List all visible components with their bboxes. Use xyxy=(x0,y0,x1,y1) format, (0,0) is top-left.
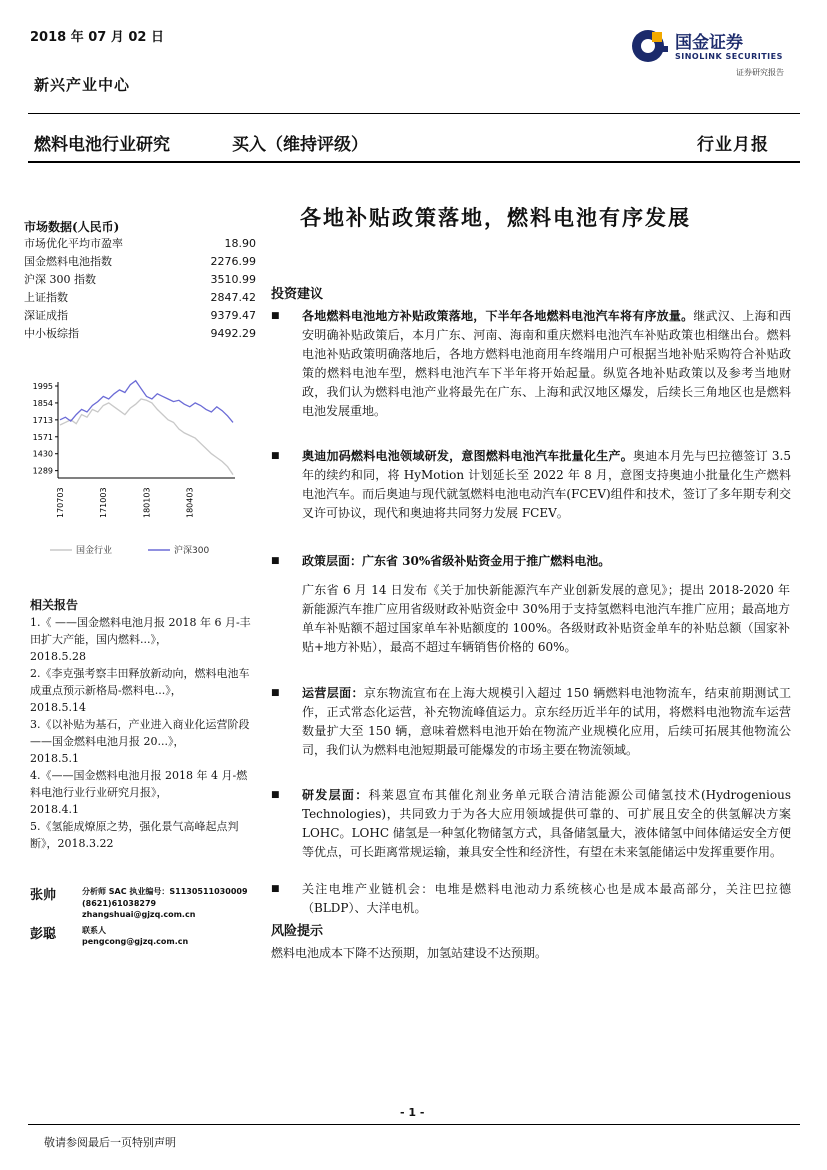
author-email: zhangshuai@gjzq.com.cn xyxy=(82,910,196,919)
logo-subtitle: 证券研究报告 xyxy=(736,68,784,77)
author-phone: (8621)61038279 xyxy=(82,899,157,908)
bullet-square-icon: ■ xyxy=(271,790,280,800)
legend-label: 沪深300 xyxy=(174,546,210,556)
industry-title: 燃料电池行业研究 xyxy=(34,135,170,155)
related-item: 3.《以补贴为基石，产业进入商业化运营阶段——国金燃料电池月报 20...》， xyxy=(30,718,250,748)
title-divider xyxy=(28,161,800,163)
related-reports-heading: 相关报告 xyxy=(30,598,79,612)
market-label: 国金燃料电池指数 xyxy=(24,255,112,268)
related-item-date: 2018.5.1 xyxy=(30,752,79,765)
report-type: 行业月报 xyxy=(697,135,769,155)
market-row xyxy=(24,271,256,289)
author-sac: 分析师 SAC 执业编号：S1130511030009 xyxy=(82,887,248,896)
advice-bullet xyxy=(271,880,791,918)
advice-bullet xyxy=(271,684,791,760)
market-value: 3510.99 xyxy=(210,273,256,286)
market-row xyxy=(24,253,256,271)
bullet-text: 科莱恩宣布其催化剂业务单元联合清洁能源公司储氢技术(Hydrogenious Technologies)，共同致力于为各大应用领域提供可靠的、可扩展且安全的供氢解决方案 LOHC。LOHC 储氢是一种氢化物储氢方式，具备储氢量大，液体储氢中间体储运安全方便等优点，可长距离常规运输，兼具安全性和经济性，有望在未来氢能储运中发挥重要作用。 xyxy=(302,788,791,859)
footer-divider xyxy=(28,1124,800,1125)
logo-text: 国金证券 xyxy=(675,33,743,53)
bullet-text: 奥迪本月先与巴拉德签订 3.5 年的续约和同，将 HyMotion 计划延长至 2022 年 8 月，意图支持奥迪小批量化生产燃料电池汽车。而后奥迪与现代就氢燃料电池电动汽车(FCEV)组件和技术，签订了多年期专利交叉许可协议，现代和奥迪将共同努力发展 FCEV。 xyxy=(302,449,791,520)
related-reports-list xyxy=(30,614,256,852)
contact-role: 联系人 xyxy=(82,926,106,935)
advice-bullet xyxy=(271,552,791,571)
y-tick-label: 1854 xyxy=(32,398,53,408)
bullet-square-icon: ■ xyxy=(271,884,280,894)
advice-bullet xyxy=(271,307,791,421)
bullet-square-icon: ■ xyxy=(271,688,280,698)
footer-disclaimer: 敬请参阅最后一页特别声明 xyxy=(44,1136,176,1149)
bullet-bold: 运营层面： xyxy=(302,686,364,700)
y-tick-label: 1430 xyxy=(32,449,53,459)
y-tick-label: 1571 xyxy=(32,432,53,442)
advice-bullet xyxy=(271,447,791,523)
header-divider xyxy=(28,113,800,114)
bullet-square-icon: ■ xyxy=(271,311,280,321)
market-row xyxy=(24,307,256,325)
index-line-chart xyxy=(20,372,260,562)
related-item: 5.《氢能成燎原之势，强化景气高峰起点判断》，2018.3.22 xyxy=(30,820,239,850)
author-name: 张帅 xyxy=(30,888,57,903)
related-item-date: 2018.4.1 xyxy=(30,803,79,816)
bullet-bold: 政策层面：广东省 30%省级补贴资金用于推广燃料电池。 xyxy=(302,554,611,568)
bullet-text: 京东物流宣布在上海大规模引入超过 150 辆燃料电池物流车，结束前期测试工作，正式常态化运营，补充物流峰值运力。京东经历近半年的试用，将燃料电池物流车运营数量扩大至 150 辆，意味着燃料电池开始在物流产业规模化应用，后续可拓展其他物流公司，我们认为燃料电池短期最可能爆发的市场主要在物流领域。 xyxy=(302,686,791,757)
x-tick-label: 170703 xyxy=(56,487,65,518)
market-value: 18.90 xyxy=(224,237,256,250)
market-row xyxy=(24,235,256,253)
market-label: 中小板综指 xyxy=(24,327,79,340)
market-label: 沪深 300 指数 xyxy=(24,273,96,286)
market-label: 深证成指 xyxy=(24,309,68,322)
market-row xyxy=(24,325,256,343)
advice-bullet xyxy=(271,786,791,862)
market-row xyxy=(24,289,256,307)
bullet-bold: 奥迪加码燃料电池领域研发，意图燃料电池汽车批量化生产。 xyxy=(302,449,633,463)
y-tick-label: 1713 xyxy=(32,415,53,425)
bullet-text: 继武汉、上海和西安明确补贴政策后，本月广东、河南、海南和重庆燃料电池汽车补贴政策也相继出台。燃料电池补贴政策明确落地后，各地方燃料电池商用车终端用户可根据当地补贴采购符合补贴政策的燃料电池车型，燃料电池汽车下半年将开始起量。纵览各地补贴政策以及参考当地财政，我们认为燃料电池产业将最先在广东、上海和武汉地区爆发，后续长三角地区也是燃料电池发展重地。 xyxy=(302,309,791,418)
legend-label: 国金行业 xyxy=(76,546,113,556)
market-data-table xyxy=(24,235,256,343)
market-data-heading: 市场数据(人民币) xyxy=(24,220,120,234)
market-label: 市场优化平均市盈率 xyxy=(24,237,123,250)
x-tick-label: 180103 xyxy=(142,487,152,518)
advice-heading: 投资建议 xyxy=(271,287,324,302)
bullet-square-icon: ■ xyxy=(271,556,280,566)
rating-label: 买入（维持评级） xyxy=(232,135,368,155)
bullet-square-icon: ■ xyxy=(271,451,280,461)
sinolink-logo-icon xyxy=(630,26,670,66)
page-number: - 1 - xyxy=(400,1106,425,1119)
market-value: 2847.42 xyxy=(210,291,256,304)
market-value: 9379.47 xyxy=(210,309,256,322)
market-value: 2276.99 xyxy=(210,255,256,268)
bullet-bold: 各地燃料电池地方补贴政策落地，下半年各地燃料电池汽车将有序放量。 xyxy=(302,309,694,323)
related-item: 2.《李克强考察丰田释放新动向，燃料电池车成重点预示新格局-燃料电...》， xyxy=(30,667,250,697)
contact-name: 彭聪 xyxy=(30,927,57,942)
y-tick-label: 1289 xyxy=(32,466,53,476)
policy-paragraph: 广东省 6 月 14 日发布《关于加快新能源汽车产业创新发展的意见》；提出 2018-2020 年新能源汽车推广应用省级财政补贴资金中 30%用于支持氢燃料电池汽车推广应用；最高地方单车补贴额不超过国家单车补贴额度的 100%。各级财政补贴资金单车的补贴总额（国家补贴+地方补贴），最高不超过车辆销售价格的 60%。 xyxy=(302,583,790,654)
market-label: 上证指数 xyxy=(24,291,68,304)
risk-heading: 风险提示 xyxy=(271,924,324,939)
page-title: 各地补贴政策落地，燃料电池有序发展 xyxy=(300,205,691,230)
bullet-text: 关注电堆产业链机会：电堆是燃料电池动力系统核心也是成本最高部分，关注巴拉德（BLDP）、大洋电机。 xyxy=(302,882,791,915)
related-item-date: 2018.5.14 xyxy=(30,701,86,714)
related-item-date: 2018.5.28 xyxy=(30,650,86,663)
contact-email: pengcong@gjzq.com.cn xyxy=(82,937,189,946)
report-date: 2018 年 07 月 02 日 xyxy=(30,30,164,45)
bullet-bold: 研发层面： xyxy=(302,788,369,802)
y-tick-label: 1995 xyxy=(32,382,53,391)
related-item: 4.《——国金燃料电池月报 2018 年 4 月-燃料电池行业行业研究月报》， xyxy=(30,769,248,799)
logo-english-text: SINOLINK SECURITIES xyxy=(675,52,783,61)
market-value: 9492.29 xyxy=(210,327,256,340)
related-item: 1.《 ——国金燃料电池月报 2018 年 6 月-丰田扩大产能，国内燃料...》， xyxy=(30,616,251,646)
research-center: 新兴产业中心 xyxy=(34,76,131,94)
x-tick-label: 180403 xyxy=(185,487,195,518)
risk-text: 燃料电池成本下降不达预期，加氢站建设不达预期。 xyxy=(271,946,548,960)
x-tick-label: 171003 xyxy=(99,487,109,518)
